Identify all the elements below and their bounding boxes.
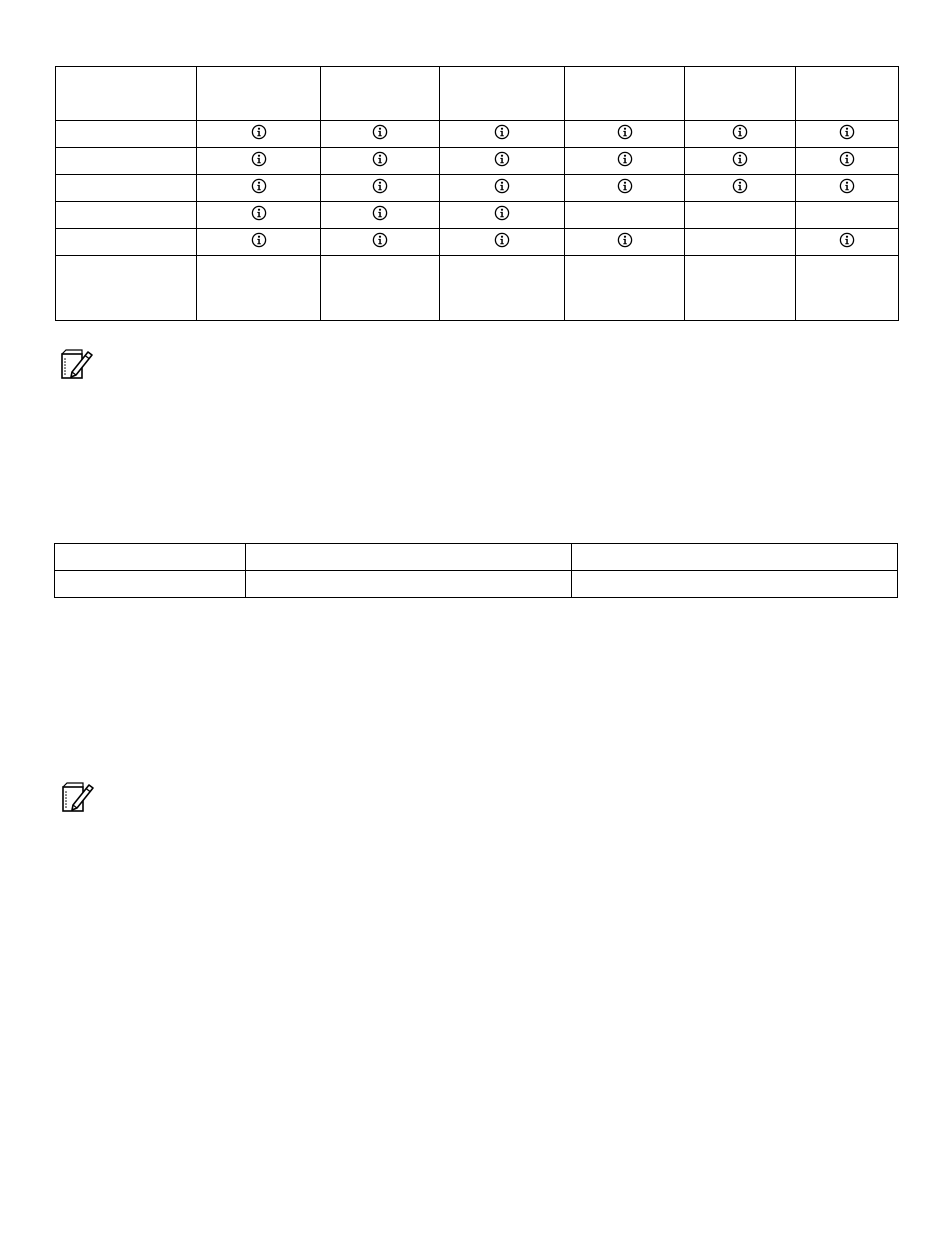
table-cell (440, 121, 565, 148)
table-row (56, 202, 899, 229)
info-circle-icon (839, 178, 855, 194)
info-circle-icon (732, 178, 748, 194)
table-cell (321, 175, 440, 202)
table-cell (246, 544, 572, 571)
table-cell (321, 202, 440, 229)
table-cell (440, 202, 565, 229)
info-circle-icon (494, 124, 510, 140)
table-cell (685, 229, 796, 256)
table-cell (440, 175, 565, 202)
row-label-cell (56, 148, 197, 175)
info-circle-icon (251, 151, 267, 167)
info-circle-icon (617, 151, 633, 167)
info-circle-icon (251, 232, 267, 248)
table-cell (197, 256, 321, 321)
note-pencil-icon (60, 348, 96, 380)
table-row (56, 229, 899, 256)
info-circle-icon (251, 178, 267, 194)
row-label-cell (56, 202, 197, 229)
info-circle-icon (372, 124, 388, 140)
table-cell (572, 544, 898, 571)
table-cell (321, 256, 440, 321)
table-cell (197, 202, 321, 229)
feature-matrix-body (56, 67, 899, 321)
info-circle-icon (251, 124, 267, 140)
table-cell (565, 148, 685, 175)
table-cell (685, 121, 796, 148)
info-circle-icon (839, 232, 855, 248)
info-circle-icon (372, 205, 388, 221)
info-circle-icon (617, 232, 633, 248)
note-pencil-icon (61, 781, 97, 813)
table-cell (565, 256, 685, 321)
info-circle-icon (617, 124, 633, 140)
info-circle-icon (732, 151, 748, 167)
info-circle-icon (372, 178, 388, 194)
info-circle-icon (494, 151, 510, 167)
info-circle-icon (839, 124, 855, 140)
table-cell (685, 148, 796, 175)
table-cell (197, 121, 321, 148)
table-row (55, 544, 898, 571)
row-label-cell (56, 175, 197, 202)
info-circle-icon (372, 232, 388, 248)
table-cell (565, 121, 685, 148)
info-circle-icon (494, 205, 510, 221)
table-cell (565, 229, 685, 256)
table-cell (55, 571, 246, 598)
row-label-cell (56, 67, 197, 121)
table-cell (321, 229, 440, 256)
table-cell (440, 256, 565, 321)
table-row (56, 256, 899, 321)
table-header-row (56, 67, 899, 121)
table-cell (55, 544, 246, 571)
table-cell (796, 121, 899, 148)
table-cell (796, 67, 899, 121)
info-circle-icon (617, 178, 633, 194)
table-cell (246, 571, 572, 598)
info-circle-icon (732, 124, 748, 140)
table-row (56, 121, 899, 148)
row-label-cell (56, 256, 197, 321)
small-table (54, 543, 898, 598)
table-cell (796, 229, 899, 256)
table-cell (565, 175, 685, 202)
table-cell (796, 202, 899, 229)
table-cell (685, 256, 796, 321)
row-label-cell (56, 121, 197, 148)
table-cell (197, 148, 321, 175)
table-cell (321, 67, 440, 121)
table-row (56, 175, 899, 202)
table-cell (796, 148, 899, 175)
table-cell (197, 229, 321, 256)
table-row (55, 571, 898, 598)
table-cell (321, 121, 440, 148)
table-cell (572, 571, 898, 598)
table-cell (440, 148, 565, 175)
info-circle-icon (839, 151, 855, 167)
feature-matrix-table (55, 66, 899, 321)
table-row (56, 148, 899, 175)
table-cell (685, 202, 796, 229)
table-cell (565, 202, 685, 229)
info-circle-icon (372, 151, 388, 167)
table-cell (197, 67, 321, 121)
table-cell (440, 229, 565, 256)
table-cell (321, 148, 440, 175)
table-cell (685, 67, 796, 121)
info-circle-icon (251, 205, 267, 221)
table-cell (685, 175, 796, 202)
info-circle-icon (494, 232, 510, 248)
info-circle-icon (494, 178, 510, 194)
table-cell (796, 256, 899, 321)
table-cell (197, 175, 321, 202)
table-cell (565, 67, 685, 121)
table-cell (796, 175, 899, 202)
row-label-cell (56, 229, 197, 256)
table-cell (440, 67, 565, 121)
